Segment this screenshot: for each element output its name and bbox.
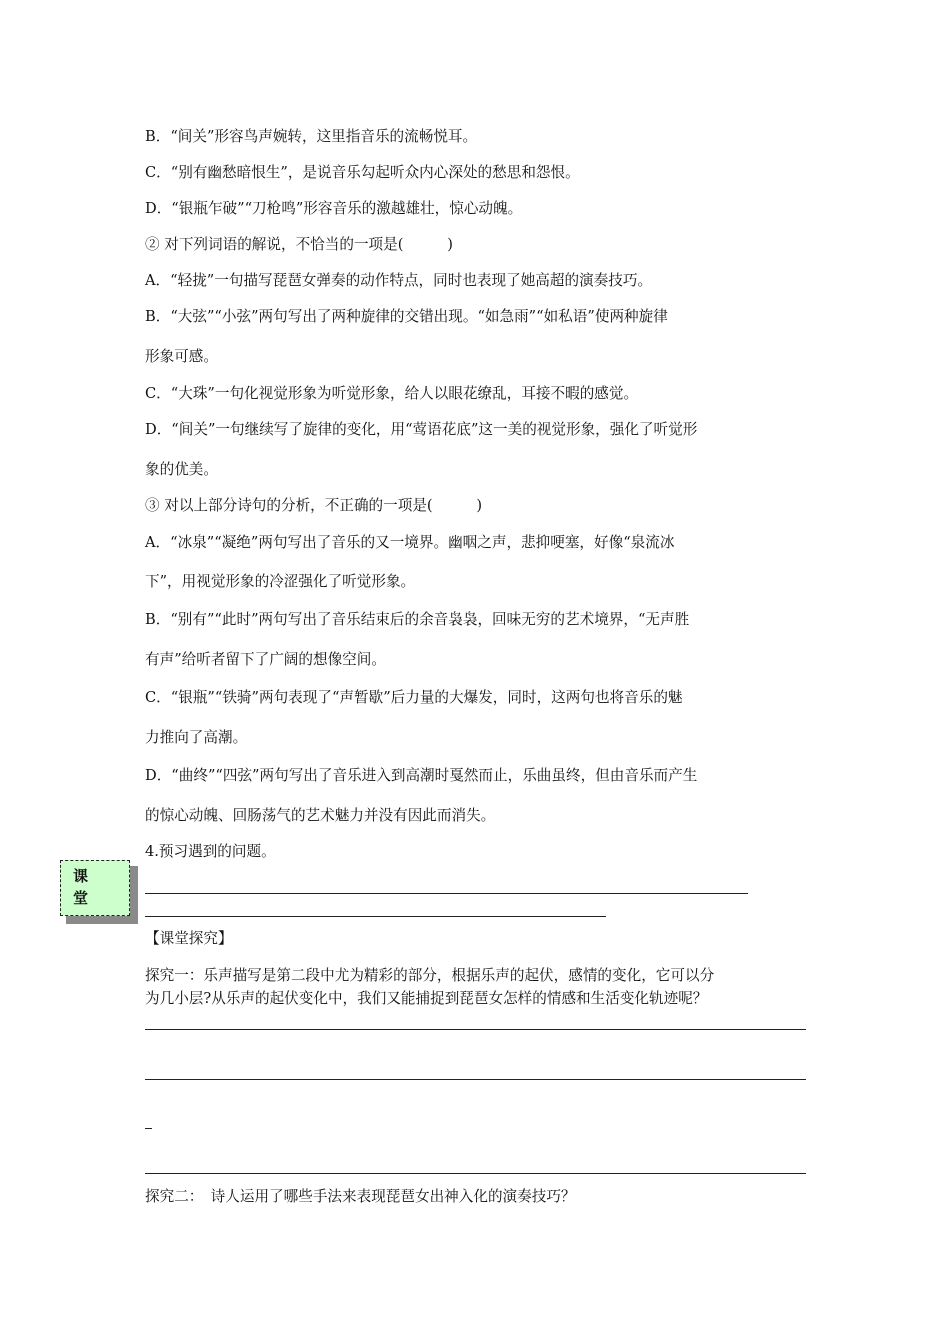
option-c-bieyou: C．“别有幽愁暗恨生”，是说音乐勾起听众内心深处的愁思和怨恨。	[145, 164, 580, 181]
question-2-stem: ② 对下列词语的解说，不恰当的一项是( )	[145, 236, 453, 253]
answer-dash-mark	[145, 1128, 152, 1129]
inquiry-one-line1: 探究一：乐声描写是第二段中尤为精彩的部分，根据乐声的起伏，感情的变化，它可以分	[145, 967, 715, 984]
side-tag-char-1: 课	[73, 867, 89, 885]
q2-option-a: A．“轻拢”一句描写琵琶女弹奏的动作特点，同时也表现了她高超的演奏技巧。	[145, 272, 653, 289]
answer-line-preview-2[interactable]	[145, 916, 606, 917]
classroom-inquiry-heading: 【课堂探究】	[145, 930, 233, 947]
q3-option-a-line1: A．“冰泉”“凝绝”两句写出了音乐的又一境界。幽咽之声，悲抑哽塞，好像“泉流冰	[145, 534, 675, 551]
question-3-stem: ③ 对以上部分诗句的分析，不正确的一项是( )	[145, 497, 483, 514]
q2-option-c: C．“大珠”一句化视觉形象为听觉形象，给人以眼花缭乱，耳接不暇的感觉。	[145, 385, 639, 402]
inquiry-one-line2: 为几小层?从乐声的起伏变化中，我们又能捕捉到琵琶女怎样的情感和生活变化轨迹呢？	[145, 990, 708, 1007]
side-tag-char-2: 堂	[73, 889, 89, 907]
q2-option-d-line2: 象的优美。	[145, 461, 218, 478]
option-d-yinping: D．“银瓶乍破”“刀枪鸣”形容音乐的激越雄壮，惊心动魄。	[145, 200, 523, 217]
answer-line-preview-1[interactable]	[145, 893, 748, 894]
q3-option-c-line2: 力推向了高潮。	[145, 729, 248, 746]
option-b-jianguan: B．“间关”形容鸟声婉转，这里指音乐的流畅悦耳。	[145, 128, 478, 145]
side-tag-classroom	[60, 860, 130, 916]
q3-option-a-line2: 下”，用视觉形象的冷涩强化了听觉形象。	[145, 573, 416, 590]
inquiry-two: 探究二： 诗人运用了哪些手法来表现琵琶女出神入化的演奏技巧？	[145, 1188, 576, 1205]
q3-option-d-line2: 的惊心动魄、回肠荡气的艺术魅力并没有因此而消失。	[145, 807, 496, 824]
q3-option-b-line1: B．“别有”“此时”两句写出了音乐结束后的余音袅袅，回味无穷的艺术境界，“无声胜	[145, 611, 690, 628]
answer-line-inquiry-1[interactable]	[145, 1029, 806, 1030]
answer-line-inquiry-2[interactable]	[145, 1079, 806, 1080]
q2-option-b-line2: 形象可感。	[145, 348, 218, 365]
q3-option-d-line1: D．“曲终”“四弦”两句写出了音乐进入到高潮时戛然而止，乐曲虽终，但由音乐而产生	[145, 767, 698, 784]
q2-option-b-line1: B．“大弦”“小弦”两句写出了两种旋律的交错出现。“如急雨”“如私语”使两种旋律	[145, 308, 668, 325]
preview-questions-heading: 4.预习遇到的问题。	[145, 843, 276, 860]
q3-option-b-line2: 有声”给听者留下了广阔的想像空间。	[145, 651, 386, 668]
answer-line-inquiry-3[interactable]	[145, 1173, 806, 1174]
q2-option-d-line1: D．“间关”一句继续写了旋律的变化，用“莺语花底”这一美的视觉形象，强化了听觉形	[145, 421, 698, 438]
q3-option-c-line1: C．“银瓶”“铁骑”两句表现了“声暂歇”后力量的大爆发，同时，这两句也将音乐的魅	[145, 689, 683, 706]
